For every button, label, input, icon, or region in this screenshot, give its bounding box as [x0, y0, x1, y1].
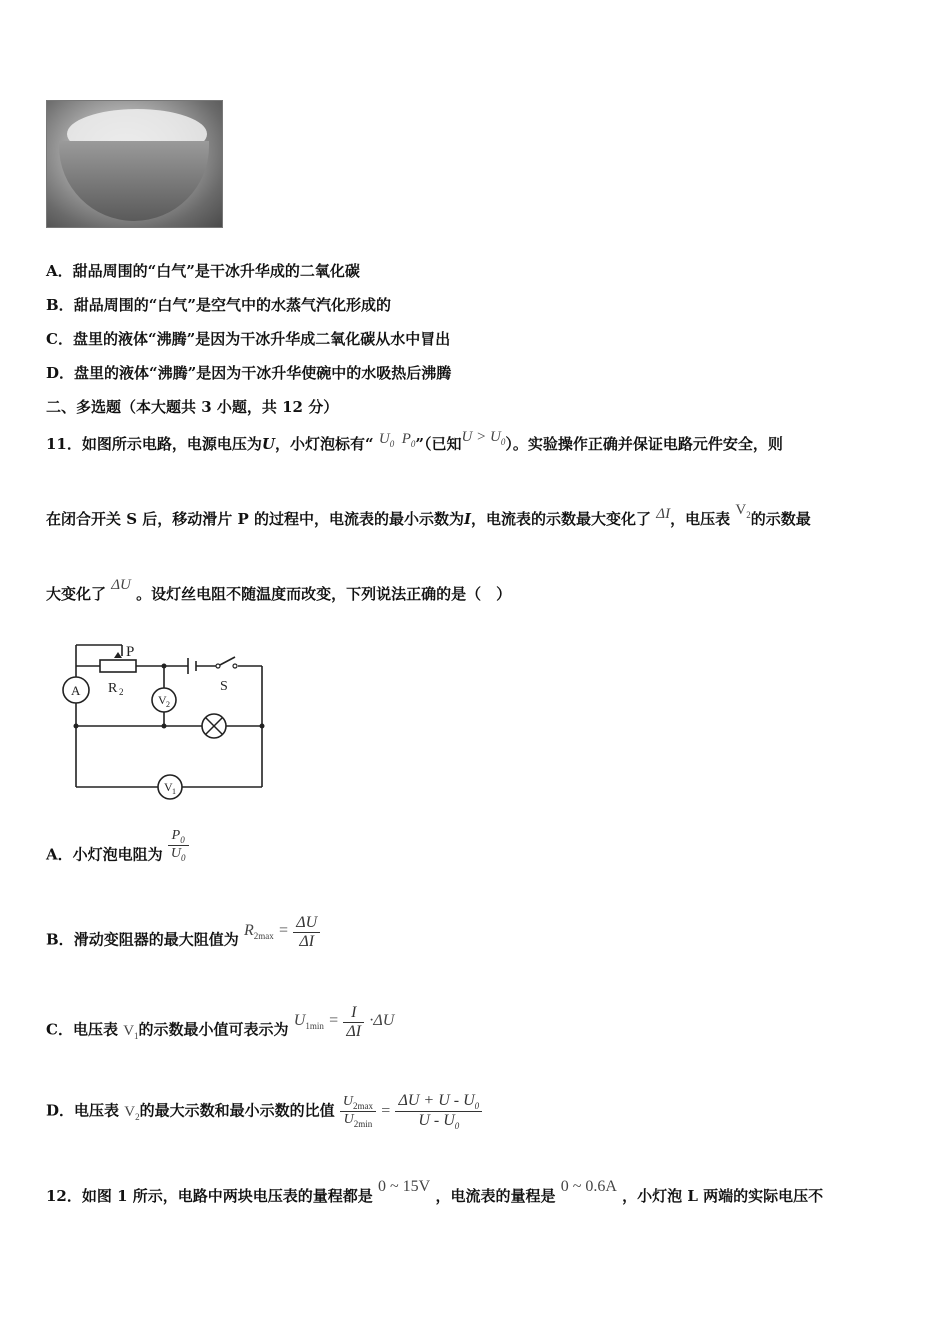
- q11-line-1: 11．如图所示电路，电源电压为U，小灯泡标有“ $U_0$ $P_0$”（已知$U > U_0$）。实验操作正确并保证电路元件安全，则: [46, 429, 783, 453]
- circuit-diagram: [60, 640, 280, 805]
- q11-line-3: 大变化了 ΔU 。设灯丝电阻不随温度而改变，下列说法正确的是（ ）: [46, 577, 512, 603]
- q11-line-2: 在闭合开关 S 后，移动滑片 P 的过程中，电流表的最小示数为I，电流表的示数最大变化了 ΔI，电压表 $V_2$的示数最: [46, 502, 811, 528]
- bowl: [59, 141, 209, 221]
- label-a: A: [71, 683, 81, 698]
- label-s: S: [220, 679, 228, 694]
- option-q10-c: C．盘里的液体“沸腾”是因为干冰升华成二氧化碳从水中冒出: [46, 330, 451, 348]
- label-v1: V: [164, 780, 173, 794]
- option-q10-d: D．盘里的液体“沸腾”是因为干冰升华使碗中的水吸热后沸腾: [46, 364, 452, 382]
- option-q11-a: A．小灯泡电阻为 $\frac{P_0}{U_0}$: [46, 838, 189, 873]
- switch-contact-icon: [233, 664, 237, 668]
- q12-line-1: 12．如图 1 所示，电路中两块电压表的量程都是 0 ~ 15V ，电流表的量程是 0 ~ 0.6A ，小灯泡 L 两端的实际电压不: [46, 1178, 824, 1205]
- dessert-dry-ice-photo: [46, 100, 223, 228]
- svg-text:1: 1: [172, 787, 176, 796]
- slider-arrow-icon: [114, 652, 122, 658]
- rheostat-r2: [100, 660, 136, 672]
- option-q10-a: A．甜品周围的“白气”是干冰升华成的二氧化碳: [46, 262, 360, 280]
- label-p: P: [126, 644, 135, 660]
- svg-text:2: 2: [119, 687, 124, 697]
- label-v2: V: [158, 693, 167, 707]
- option-q10-b: B．甜品周围的“白气”是空气中的水蒸气汽化形成的: [46, 296, 391, 314]
- section-header: 二、多选题（本大题共 3 小题，共 12 分）: [46, 398, 339, 416]
- option-q11-c: C．电压表 $V_1$的示数最小值可表示为 $U_{1min}$ = $\frac{I}{\Delta I}$ ·ΔU: [46, 1004, 395, 1041]
- label-r2: R: [108, 681, 118, 696]
- switch-pivot-icon: [216, 664, 220, 668]
- option-q11-d: D．电压表 $V_2$的最大示数和最小示数的比值 $\frac{U_{2max}}{U_{2min}}$ = $\frac{\Delta U + U - U_0}{U - U_0}$: [46, 1092, 482, 1131]
- option-q11-b: B．滑动变阻器的最大阻值为 $R_{2max}$ = $\frac{\Delta U}{\Delta I}$: [46, 922, 320, 959]
- svg-text:2: 2: [166, 700, 170, 709]
